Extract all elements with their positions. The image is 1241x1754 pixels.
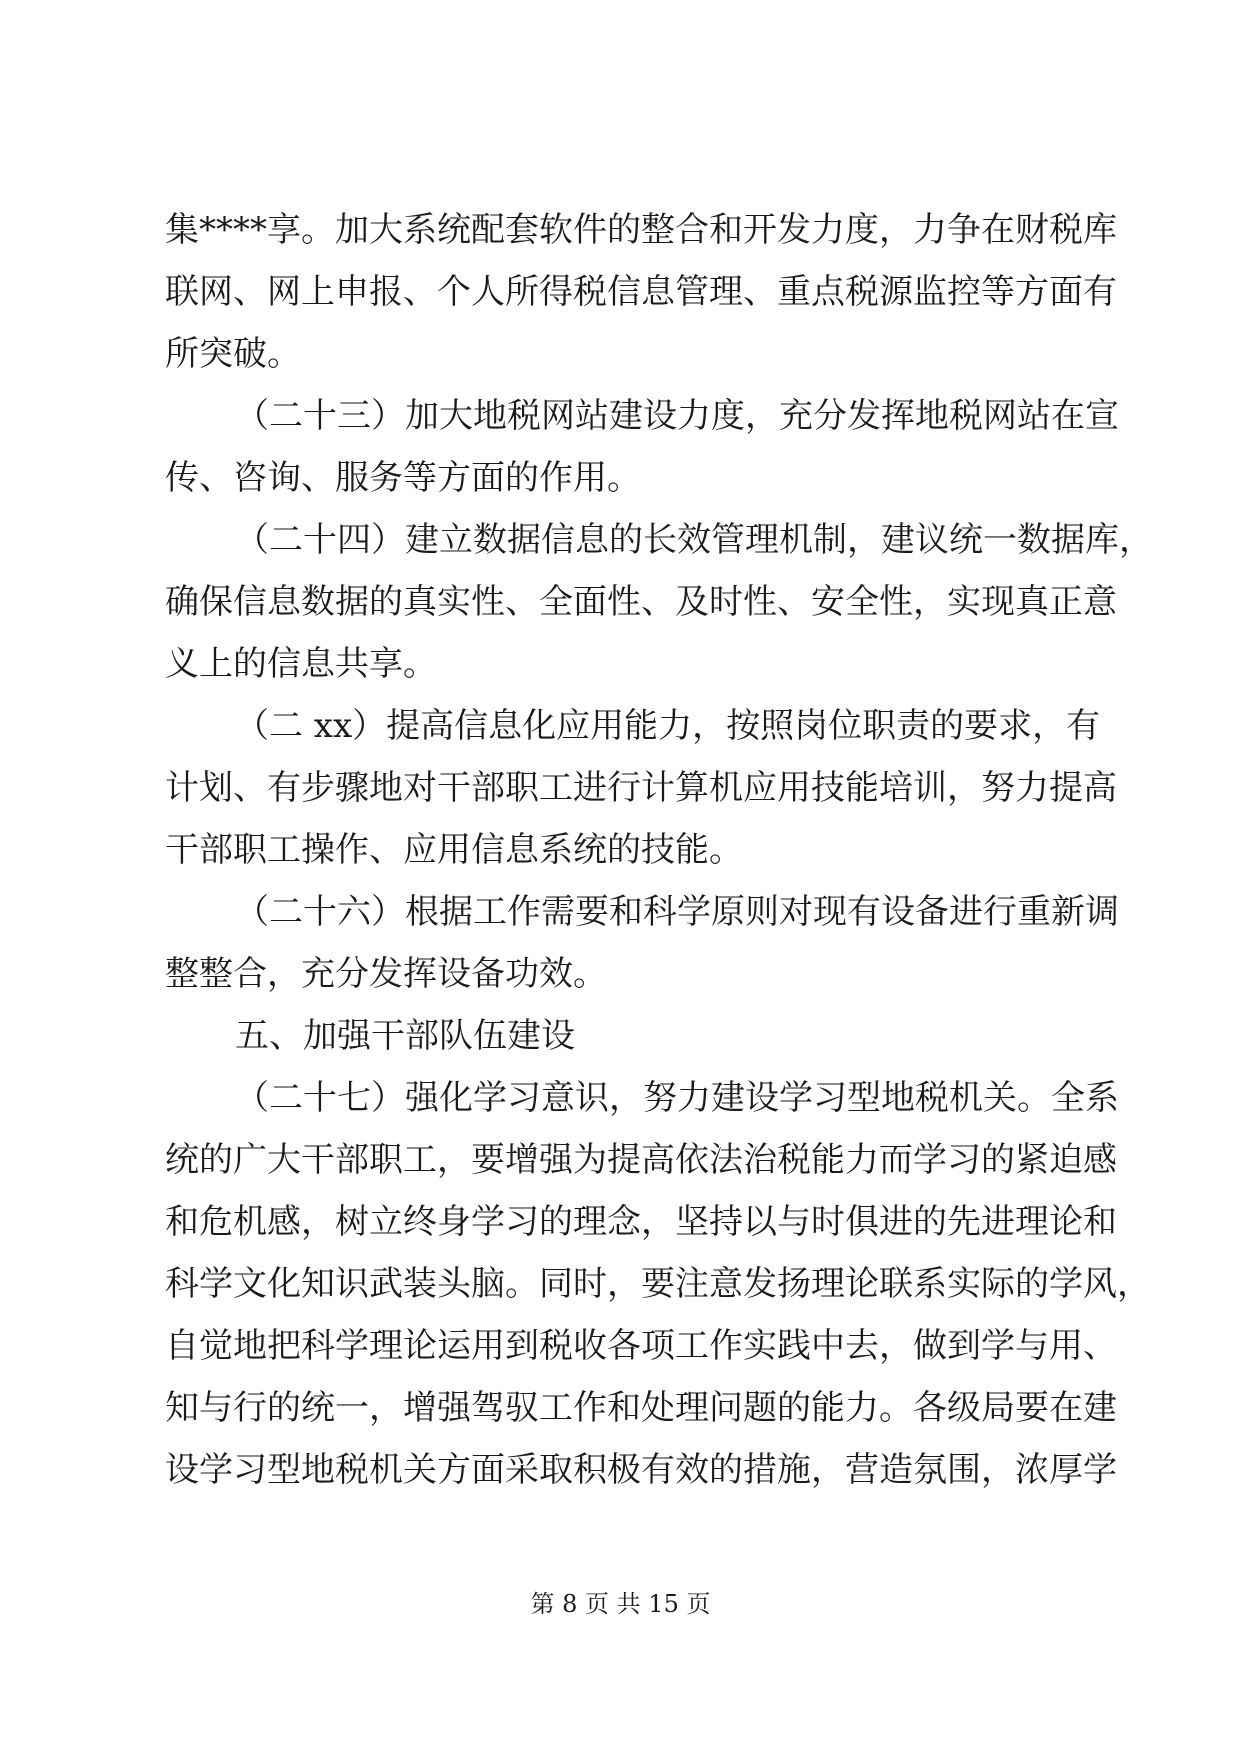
page-number-footer: 第 8 页 共 15 页	[530, 1590, 711, 1618]
text-line-1: 集****享。加大系统配套软件的整合和开发力度，力争在财税库	[165, 210, 1117, 250]
text-line-7: 确保信息数据的真实性、全面性、及时性、安全性，实现真正意	[165, 582, 1117, 622]
text-line-11: 干部职工操作、应用信息系统的技能。	[165, 830, 743, 870]
text-line-19: 自觉地把科学理论运用到税收各项工作实践中去，做到学与用、	[165, 1326, 1117, 1366]
text-line-4: （二十三）加大地税网站建设力度，充分发挥地税网站在宣	[235, 396, 1119, 436]
text-line-9: （二 xx）提高信息化应用能力，按照岗位职责的要求，有	[235, 706, 1101, 746]
text-line-17: 和危机感，树立终身学习的理念，坚持以与时俱进的先进理论和	[165, 1202, 1117, 1242]
text-line-21: 设学习型地税机关方面采取积极有效的措施，营造氛围，浓厚学	[165, 1450, 1117, 1490]
text-line-10: 计划、有步骤地对干部职工进行计算机应用技能培训，努力提高	[165, 768, 1117, 808]
text-line-2: 联网、网上申报、个人所得税信息管理、重点税源监控等方面有	[165, 272, 1117, 312]
text-line-12: （二十六）根据工作需要和科学原则对现有设备进行重新调	[235, 892, 1119, 932]
text-line-8: 义上的信息共享。	[165, 644, 437, 684]
text-line-20: 知与行的统一，增强驾驭工作和处理问题的能力。各级局要在建	[165, 1388, 1117, 1428]
text-line-5: 传、咨询、服务等方面的作用。	[165, 458, 641, 498]
text-line-3: 所突破。	[165, 334, 301, 374]
section-heading: 五、加强干部队伍建设	[235, 1016, 575, 1056]
text-line-18: 科学文化知识武装头脑。同时，要注意发扬理论联系实际的学风，	[165, 1264, 1151, 1304]
text-line-16: 统的广大干部职工，要增强为提高依法治税能力而学习的紧迫感	[165, 1140, 1117, 1180]
text-line-15: （二十七）强化学习意识，努力建设学习型地税机关。全系	[235, 1078, 1119, 1118]
text-line-13: 整整合，充分发挥设备功效。	[165, 954, 607, 994]
text-line-6: （二十四）建立数据信息的长效管理机制，建议统一数据库，	[235, 520, 1153, 560]
